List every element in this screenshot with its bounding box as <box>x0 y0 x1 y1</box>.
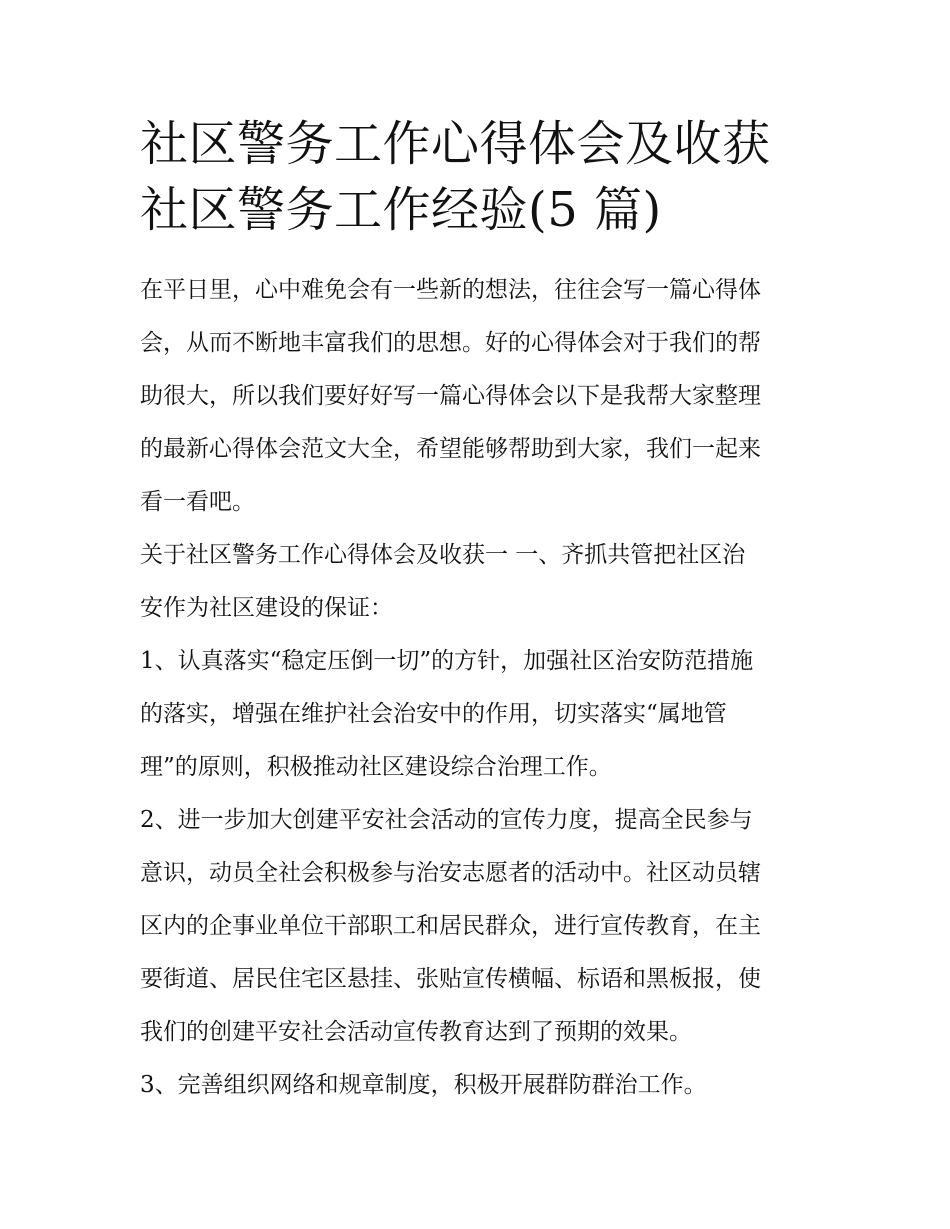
item-1-paragraph <box>140 635 820 794</box>
text-line: 区内的企事业单位干部职工和居民群众，进行宣传教育，在主 <box>140 913 761 939</box>
text-line: 2、进一步加大创建平安社会活动的宣传力度，提高全民参与 <box>140 807 753 833</box>
intro-paragraph <box>140 264 820 529</box>
item-2-paragraph <box>140 794 820 1059</box>
item-3-paragraph <box>140 1059 820 1112</box>
text-line: 的落实，增强在维护社会治安中的作用，切实落实“属地管 <box>140 701 727 727</box>
document-title-line-1: 社区警务工作心得体会及收获 <box>140 116 771 172</box>
text-line: 的最新心得体会范文大全，希望能够帮助到大家，我们一起来 <box>140 436 761 462</box>
text-line: 安作为社区建设的保证： <box>140 595 393 621</box>
text-line: 要街道、居民住宅区悬挂、张贴宣传横幅、标语和黑板报，使 <box>140 966 761 992</box>
text-line: 1、认真落实“稳定压倒一切”的方针，加强社区治安防范措施 <box>140 648 754 674</box>
text-line: 我们的创建平安社会活动宣传教育达到了预期的效果。 <box>140 1019 692 1045</box>
document-title-line-2: 社区警务工作经验(5 篇) <box>140 182 662 238</box>
text-line: 意识，动员全社会积极参与治安志愿者的活动中。社区动员辖 <box>140 860 761 886</box>
text-line: 会，从而不断地丰富我们的思想。好的心得体会对于我们的帮 <box>140 330 761 356</box>
text-line: 理”的原则，积极推动社区建设综合治理工作。 <box>140 754 612 780</box>
document-content <box>140 112 820 1112</box>
text-line: 在平日里，心中难免会有一些新的想法，往往会写一篇心得体 <box>140 277 761 303</box>
text-line: 看一看吧。 <box>140 489 255 515</box>
section-heading-paragraph <box>140 529 820 635</box>
text-line: 3、完善组织网络和规章制度，积极开展群防群治工作。 <box>140 1072 707 1098</box>
text-line: 助很大，所以我们要好好写一篇心得体会以下是我帮大家整理 <box>140 383 761 409</box>
document-body <box>140 264 820 1112</box>
text-line: 关于社区警务工作心得体会及收获一 一、齐抓共管把社区治 <box>140 542 746 568</box>
